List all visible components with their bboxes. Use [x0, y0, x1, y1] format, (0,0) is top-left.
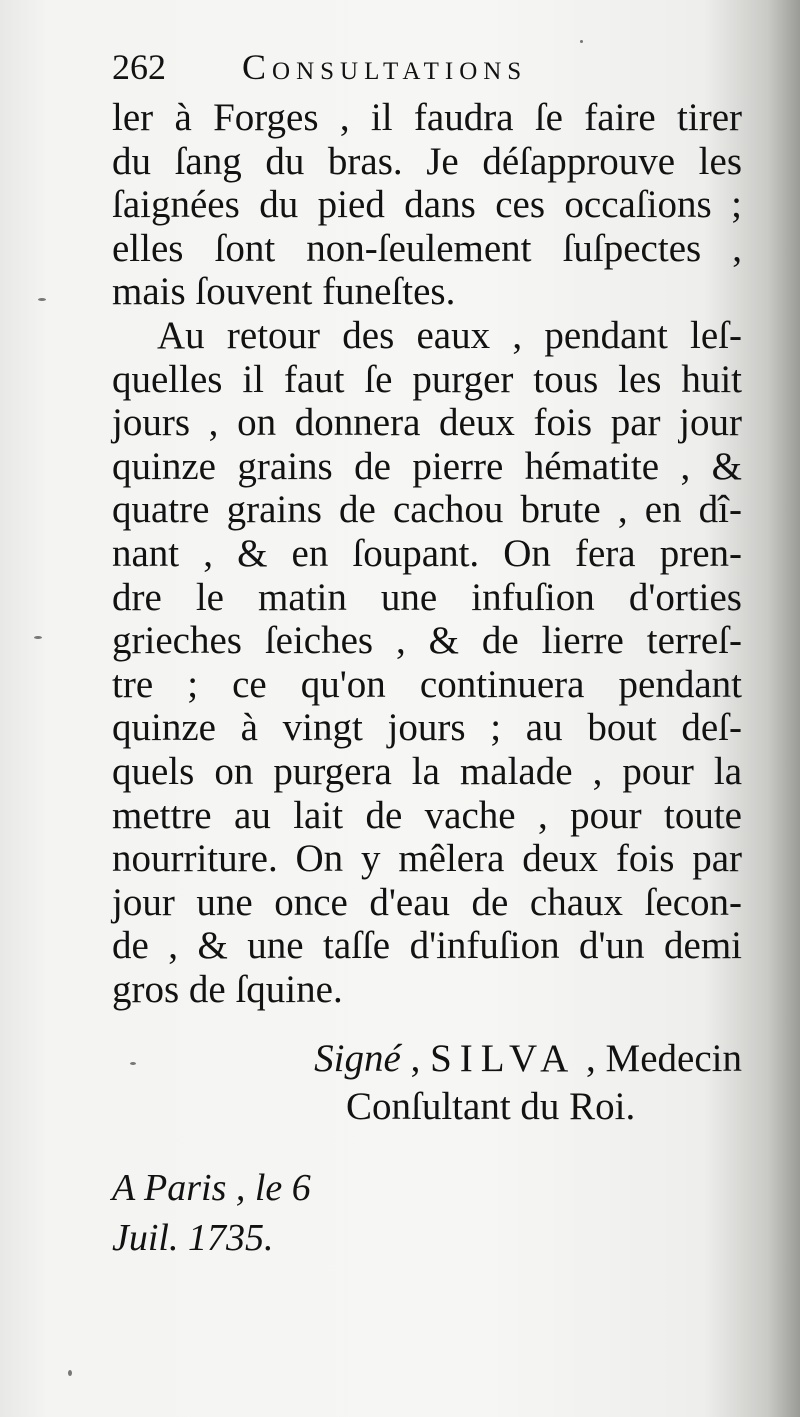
text-line: mettre au lait de vache , pour toute — [112, 793, 742, 837]
text-line: elles ſont non-ſeulement ſuſpectes , — [112, 226, 742, 270]
ink-speck — [130, 1062, 136, 1065]
ink-speck — [34, 636, 42, 639]
text-line: quinze grains de pierre hématite , & — [112, 444, 742, 488]
text-line: jours , on donnera deux fois par jour — [112, 401, 742, 445]
text-line: Au retour des eaux , pendant leſ- — [157, 313, 742, 357]
text-line: de , & une taſſe d'infuſion d'un demi — [112, 924, 742, 968]
text-line: du ſang du bras. Je déſapprouve les — [112, 139, 742, 183]
dateline — [112, 1163, 311, 1263]
signatory-name: SILVA — [430, 1037, 577, 1080]
ink-speck — [580, 40, 583, 43]
page-header — [112, 40, 742, 98]
text-line: quinze à vingt jours ; au bout deſ- — [112, 706, 742, 750]
signature-line: Signé , SILVA , Medecin — [314, 1037, 742, 1080]
text-line: nant , & en ſoupant. On fera pren- — [112, 531, 742, 575]
text-line: quels on purgera la malade , pour la — [112, 749, 742, 793]
text-line: grieches ſeiches , & de lierre terreſ- — [112, 619, 742, 663]
dateline-place: A Paris , le 6 — [112, 1167, 311, 1209]
signe-label: Signé — [314, 1037, 401, 1080]
text-line: mais ſouvent funeſtes. — [112, 270, 456, 314]
running-head: Consultations — [242, 47, 528, 87]
text-line: ſaignées du pied dans ces occaſions ; — [112, 183, 742, 227]
text-line: quelles il faut ſe purger tous les huit — [112, 357, 742, 401]
text-line: jour une once d'eau de chaux ſecon- — [112, 880, 742, 924]
signature-block — [112, 1035, 742, 1131]
text-line: nourriture. On y mêlera deux fois par — [112, 837, 742, 881]
ink-speck — [38, 298, 46, 301]
text-line: ler à Forges , il faudra ſe faire tirer — [112, 96, 742, 139]
text-line: quatre grains de cachou brute , en dî- — [112, 488, 742, 532]
text-line: tre ; ce qu'on continuera pendant — [112, 662, 742, 706]
body-text — [112, 96, 742, 1011]
text-line: gros de ſquine. — [112, 967, 343, 1011]
dateline-date: Juil. 1735. — [112, 1217, 274, 1259]
signatory-role: Conſultant du Roi. — [346, 1085, 636, 1128]
signatory-title: Medecin — [605, 1037, 742, 1080]
ink-speck — [68, 1370, 72, 1376]
page-number: 262 — [112, 47, 166, 87]
text-line: dre le matin une infuſion d'orties — [112, 575, 742, 619]
